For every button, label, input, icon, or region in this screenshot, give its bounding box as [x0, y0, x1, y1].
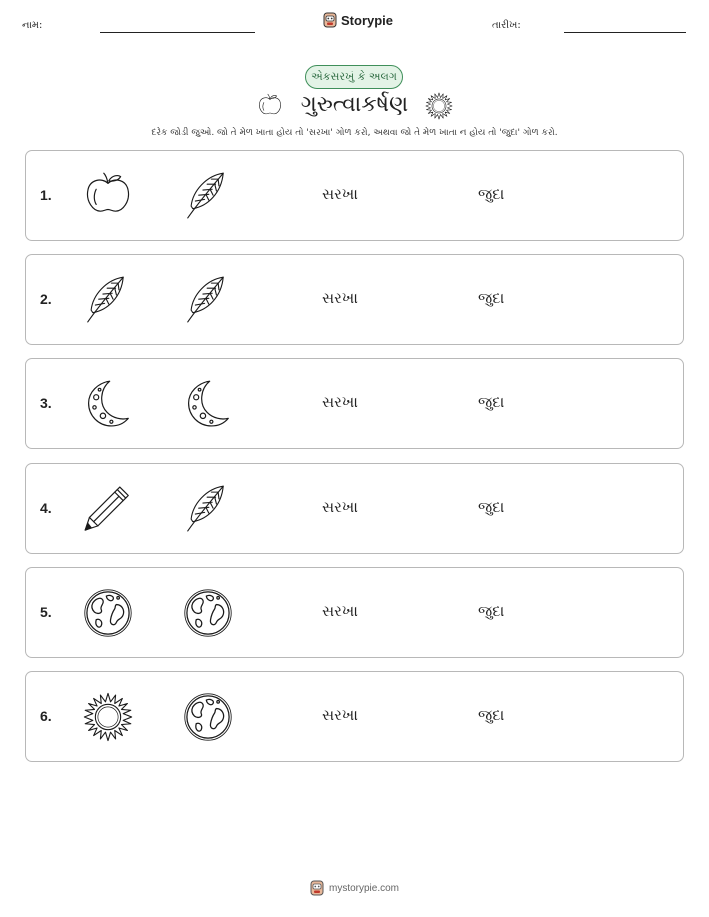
brand-logo: [323, 12, 393, 28]
question-number: 2.: [40, 291, 52, 307]
different-option[interactable]: જુદા: [478, 393, 505, 411]
question-row: [25, 358, 684, 449]
pencil-icon: [81, 482, 135, 536]
same-option[interactable]: સરખા: [322, 602, 358, 620]
question-row: [25, 150, 684, 241]
apple-icon: [81, 169, 135, 223]
worksheet-type-badge: [305, 65, 403, 89]
moon-icon: [81, 377, 135, 431]
feather-icon: [81, 273, 135, 327]
different-option[interactable]: જુદા: [478, 185, 505, 203]
different-option[interactable]: જુદા: [478, 289, 505, 307]
badge-label: એકસરખું કે અલગ: [311, 70, 397, 83]
sun-icon: [81, 690, 135, 744]
footer: [0, 880, 709, 896]
feather-icon: [181, 273, 235, 327]
different-option[interactable]: જુદા: [478, 498, 505, 516]
worksheet-title: ગુરુત્વાકર્ષણ: [300, 92, 409, 117]
earth-icon: [181, 690, 235, 744]
footer-site: mystorypie.com: [328, 882, 399, 894]
question-number: 3.: [40, 395, 52, 411]
date-label: તારીખ:: [492, 20, 521, 31]
question-number: 4.: [40, 500, 52, 516]
question-number: 5.: [40, 604, 52, 620]
same-option[interactable]: સરખા: [322, 289, 358, 307]
question-row: [25, 463, 684, 554]
question-number: 6.: [40, 708, 52, 724]
same-option[interactable]: સરખા: [322, 393, 358, 411]
feather-icon: [181, 482, 235, 536]
question-row: [25, 254, 684, 345]
question-row: [25, 671, 684, 762]
instructions: દરેક જોડી જુઓ. જો તે મેળ ખાતા હોય તો 'સરખા' ગોળ કરો, અથવા જો તે મેળ ખાતા ન હોય તો 'જુદા' ગોળ કરો.: [151, 128, 558, 138]
earth-icon: [181, 586, 235, 640]
moon-icon: [181, 377, 235, 431]
title-sun-icon: [424, 91, 454, 121]
same-option[interactable]: સરખા: [322, 498, 358, 516]
storypie-mascot-icon: [323, 12, 337, 28]
date-field-line[interactable]: [564, 32, 686, 33]
brand-name: Storypie: [341, 12, 394, 28]
question-row: [25, 567, 684, 658]
question-number: 1.: [40, 187, 52, 203]
different-option[interactable]: જુદા: [478, 706, 505, 724]
name-label: નામ:: [22, 20, 43, 31]
same-option[interactable]: સરખા: [322, 706, 358, 724]
name-field-line[interactable]: [100, 32, 255, 33]
different-option[interactable]: જુદા: [478, 602, 505, 620]
same-option[interactable]: સરખા: [322, 185, 358, 203]
earth-icon: [81, 586, 135, 640]
feather-icon: [181, 169, 235, 223]
footer-mascot-icon: [310, 880, 324, 896]
